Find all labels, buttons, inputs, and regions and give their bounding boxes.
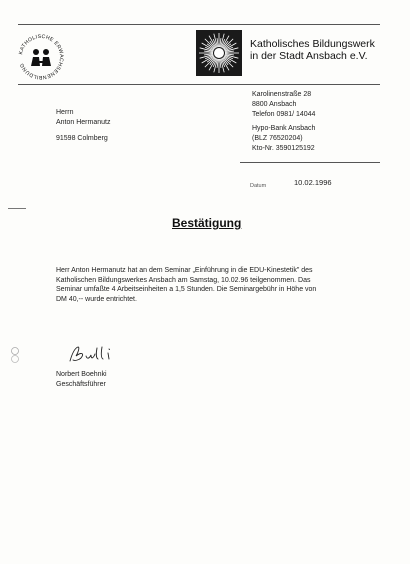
sender-bank: Hypo-Bank Ansbach <box>252 125 316 132</box>
sender-phone: Telefon 0981/ 14044 <box>252 111 316 118</box>
confirmation-text <box>56 266 366 304</box>
signatory-name: Norbert Boehnki <box>56 371 107 378</box>
sender-city: 8800 Ansbach <box>252 101 297 108</box>
recipient-salutation: Herrn <box>56 109 74 116</box>
fold-mark <box>8 208 26 209</box>
handwritten-signature <box>66 344 122 364</box>
header-top-rule <box>18 24 380 25</box>
sender-account: Kto-Nr. 3590125192 <box>252 145 315 152</box>
svg-text:KATHOLISCHE ERWACHSENENBILDUNG: KATHOLISCHE ERWACHSENENBILDUNG <box>18 33 65 81</box>
recipient-city: 91598 Colmberg <box>56 135 108 142</box>
punch-hole-mark <box>10 354 20 364</box>
sender-blz: (BLZ 76520204) <box>252 135 303 142</box>
organization-name-line2: in der Stadt Ansbach e.V. <box>250 50 368 62</box>
header-bottom-rule <box>18 84 380 85</box>
confirmation-line: Seminar umfaßte 4 Arbeitseinheiten a 1,5 Stunden. Die Seminargebühr in Höhe von <box>56 286 317 293</box>
confirmation-line: Herr Anton Hermanutz hat an dem Seminar „Einführung in die EDU-Kinestetik" des <box>56 267 313 274</box>
organization-name-line1: Katholisches Bildungswerk <box>250 38 375 50</box>
organization-name <box>250 38 375 62</box>
date-value: 10.02.1996 <box>294 178 332 187</box>
catholic-adult-education-logo <box>14 30 68 84</box>
date-rule <box>240 162 380 163</box>
sunburst-logo <box>196 30 242 76</box>
signatory-role: Geschäftsführer <box>56 381 106 388</box>
date-label: Datum <box>250 183 267 189</box>
document-title: Bestätigung <box>172 216 242 230</box>
sender-street: Karolinenstraße 28 <box>252 91 312 98</box>
recipient-name: Anton Hermanutz <box>56 119 111 126</box>
confirmation-line: DM 40,-- wurde entrichtet. <box>56 295 137 303</box>
confirmation-line: Katholischen Bildungswerkes Ansbach am Samstag, 10.02.96 teilgenommen. Das <box>56 276 311 284</box>
